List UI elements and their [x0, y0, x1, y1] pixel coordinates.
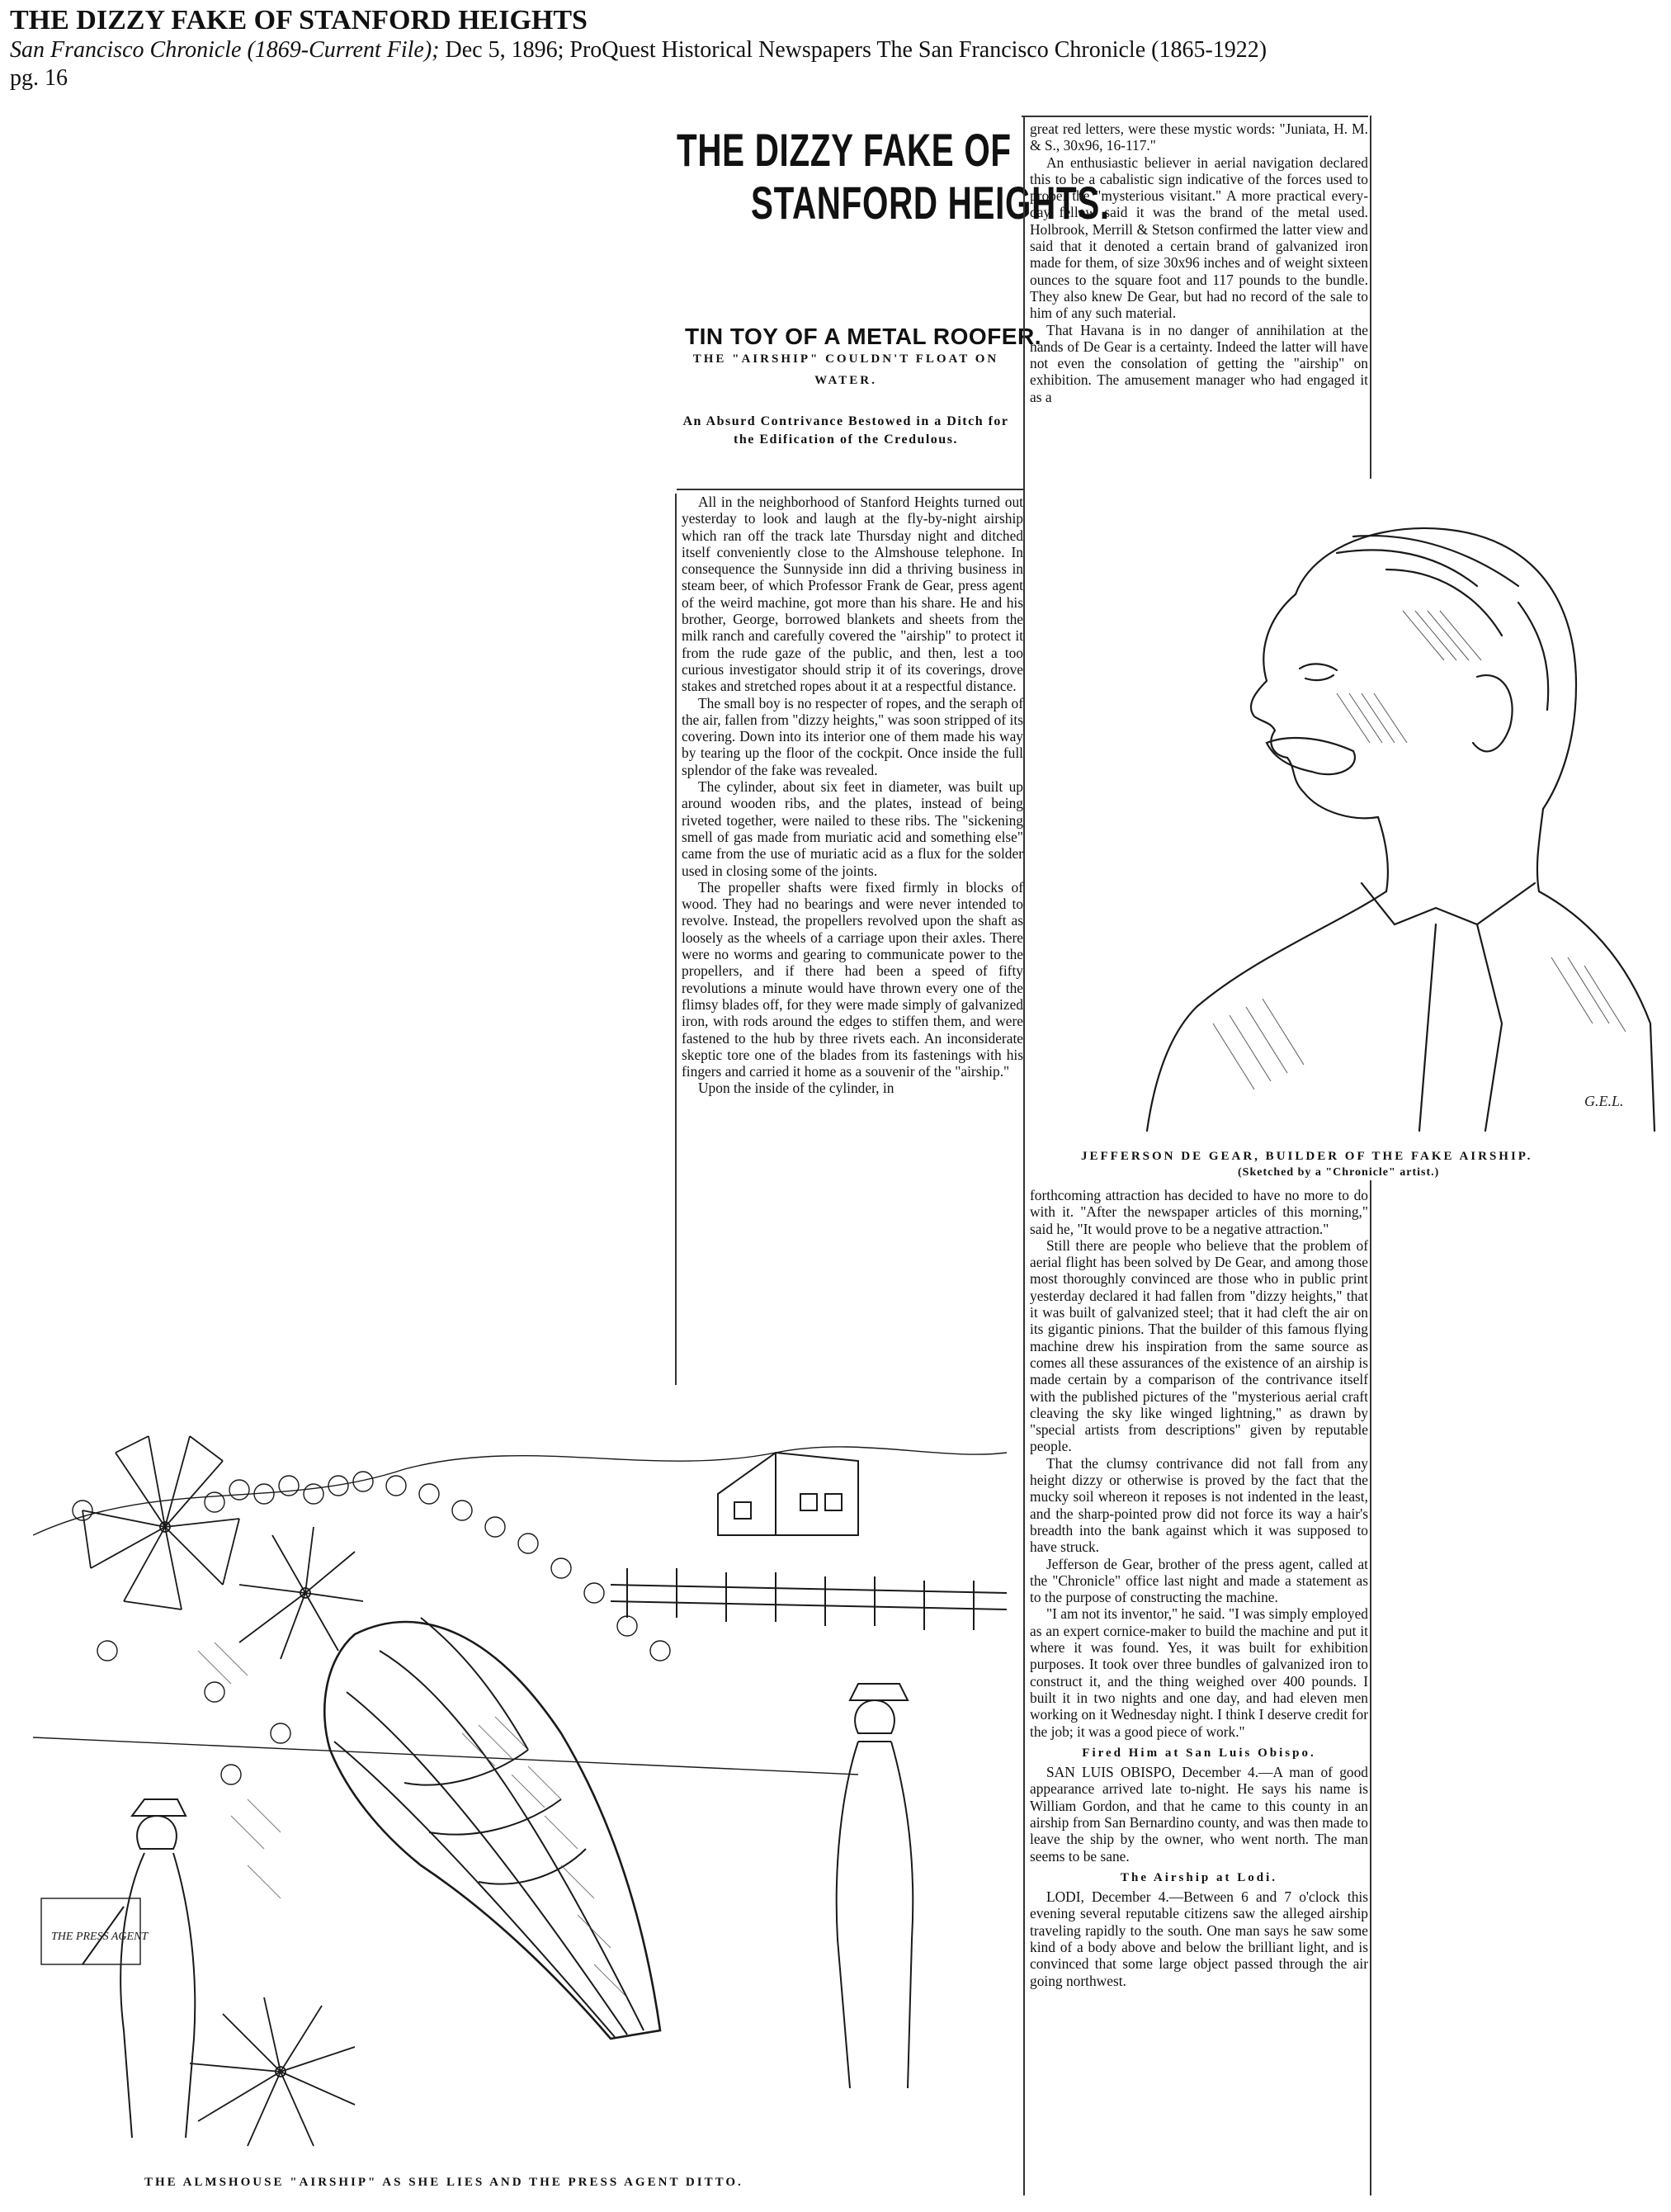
- portrait-credit: (Sketched by a "Chronicle" artist.): [1238, 1166, 1440, 1179]
- paragraph: great red letters, were these mystic words: "Juniata, H. M. & S., 30x96, 16-117.": [1030, 121, 1368, 154]
- citation-publication: San Francisco Chronicle (1869-Current File);: [10, 37, 440, 63]
- deck-2: THE "AIRSHIP" COULDN'T FLOAT ON WATER.: [692, 352, 999, 387]
- top-rule: [1022, 116, 1368, 117]
- paragraph: "I am not its inventor," he said. "I was simply employed as an expert cornice-maker to build the machine and put it where it was found. Yes, it was built for exhibition purposes. It took over three bundles of galvanized iron to construct it, and the thing weighed over 400 pounds. I built it in two nights and one day, and had eleven men working on it Wednesday night. I think I deserve credit for the job; it was a good piece of work.": [1030, 1605, 1368, 1740]
- deck-3: An Absurd Contrivance Bestowed in a Ditch for the Edification of the Credulous.: [682, 414, 1009, 447]
- left-col-rule: [675, 494, 677, 1385]
- paragraph: All in the neighborhood of Stanford Heights turned out yesterday to look and laugh at the fly-by-night airship which ran off the track late Thursday night and ditched itself conveniently close to the Almshouse telephone. In consequence the Sunnyside inn did a thriving business in steam beer, of which Professor Frank de Gear, press agent of the weird machine, got more than his share. He and his brother, George, borrowed blankets and sheets from the milk ranch and carefully covered the "airship" to protect it from the rude gaze of the public, and then, lest a too curious investigator should strip it of its coverings, drove stakes and stretched ropes about it at a respectful distance.: [682, 494, 1023, 695]
- citation-header: [10, 5, 1652, 92]
- airship-illustration: [33, 1403, 1007, 2162]
- deck-1: TIN TOY OF A METAL ROOFER.: [685, 324, 1041, 349]
- paragraph: forthcoming attraction has decided to have no more to do with it. "After the newspaper articles of this morning," said he, "It would prove to be a negative attraction.": [1030, 1187, 1368, 1237]
- portrait-caption: JEFFERSON DE GEAR, BUILDER OF THE FAKE AIRSHIP.: [1081, 1150, 1533, 1163]
- paragraph: The small boy is no respecter of ropes, and the seraph of the air, fallen from "dizzy heights," was soon stripped of its covering. Down into its interior one of them made his way by tearing up the floor of the cockpit. Once inside the full splendor of the fake was revealed.: [682, 694, 1023, 778]
- artist-signature: G.E.L.: [1584, 1093, 1624, 1109]
- paragraph: That the clumsy contrivance did not fall from any height dizzy or otherwise is proved by the fact that the mucky soil whereon it reposes is not indented in the least, and the sharp-pointed prow did not force its way a hair's breadth into the bank against which it was supposed to have struck.: [1030, 1454, 1368, 1556]
- right-bottom-rule-right: [1370, 1180, 1371, 2195]
- headline: [677, 124, 1110, 229]
- right-col-rule: [1370, 116, 1371, 479]
- paragraph: That Havana is in no danger of annihilation at the hands of De Gear is a certainty. Indeed the latter will have not even the consolation of getting the "airship" on exhibition. The amusement manager who had engaged it as a: [1030, 321, 1368, 405]
- headline-line1: THE DIZZY FAKE OF: [677, 124, 1012, 176]
- article-column-right-top: [1030, 121, 1368, 405]
- paragraph: The cylinder, about six feet in diameter, was built up around wooden ribs, and the plates, instead of being riveted together, were nailed to these ribs. The "sickening smell of gas made from muriatic acid and something else" came from the use of muriatic acid as a flux for the solder used in closing some of the joints.: [682, 778, 1023, 879]
- subheading-san-luis-obispo: Fired Him at San Luis Obispo.: [1082, 1746, 1316, 1760]
- headline-bottom-rule: [677, 489, 1023, 490]
- citation-details: Dec 5, 1896; ProQuest Historical Newspapers The San Francisco Chronicle (1865-1922): [439, 37, 1267, 63]
- right-bottom-rule-left: [1023, 1180, 1025, 2195]
- paragraph: An enthusiastic believer in aerial navigation declared this to be a cabalistic sign indicative of the forces used to propel the "mysterious visitant." A more practical every-day fellow said it was the brand of the metal used. Holbrook, Merrill & Stetson confirmed the latter view and said that it denoted a certain brand of galvanized iron made for them, of size 30x96 inches and of weight sixteen ounces to the square foot and 117 pounds to the bundle. They also knew De Gear, but had no record of the sale to him of any such material.: [1030, 154, 1368, 322]
- paragraph: The propeller shafts were fixed firmly in blocks of wood. They had no bearings and were never intended to revolve. Instead, the propellers revolved upon the shaft as loosely as the wheels of a carriage upon their axles. There were no worms and gearing to communicate power to the propellers, and if there had been a speed of fifty revolutions a minute would have thrown every one of the flimsy blades off, for they were made simply of galvanized iron, with rods around the edges to stiffen them, and were fastened to the hub by three rivets each. An inconsiderate skeptic tore one of the blades from its fastenings with his fingers and carried it home as a souvenir of the "airship.": [682, 878, 1023, 1080]
- citation-page: pg. 16: [10, 65, 68, 91]
- portrait-illustration: [1089, 495, 1659, 1139]
- paragraph: Still there are people who believe that the problem of aerial flight has been solved by De Gear, and among those most thoroughly convinced are those who in public print yesterday declared it had fallen from "dizzy heights," that it was built of galvanized steel; that it had cleft the air on its gigantic pinions. That the builder of this famous flying machine drew his inspiration from the same source as comes all these assurances of the existence of an airship is made certain by a comparison of the contrivance itself with the published pictures of the "mysterious aerial craft cleaving the sky like winged lightning," as drawn by "special artists from descriptions" given by reputable people.: [1030, 1236, 1368, 1455]
- paragraph: Upon the inside of the cylinder, in: [698, 1080, 895, 1097]
- citation-line: [10, 36, 1652, 64]
- press-agent-sign: THE PRESS AGENT: [51, 1931, 149, 1943]
- subheading-lodi: The Airship at Lodi.: [1120, 1870, 1278, 1884]
- airship-caption: THE ALMSHOUSE "AIRSHIP" AS SHE LIES AND THE PRESS AGENT DITTO.: [144, 2176, 743, 2189]
- article-column-left: [682, 494, 1023, 1097]
- headline-line2: STANFORD HEIGHTS.: [751, 177, 1110, 229]
- paragraph: LODI, December 4.—Between 6 and 7 o'clock this evening several reputable citizens saw the alleged airship traveling rapidly to the south. One man says he saw some kind of a body above and below the brilliant light, and is convinced that some large object passed through the air going northwest.: [1030, 1888, 1368, 1989]
- article-column-right-bottom: [1030, 1187, 1368, 1989]
- citation-title: THE DIZZY FAKE OF STANFORD HEIGHTS: [10, 5, 588, 35]
- paragraph: Jefferson de Gear, brother of the press agent, called at the "Chronicle" office last night and made a statement as to the purpose of constructing the machine.: [1030, 1555, 1368, 1606]
- paragraph: SAN LUIS OBISPO, December 4.—A man of good appearance arrived late to-night. He says his name is William Gordon, and that he came to this county in an airship from San Bernardino county, and was then made to leave the ship by the owner, who went north. The man seems to be sane.: [1030, 1764, 1368, 1865]
